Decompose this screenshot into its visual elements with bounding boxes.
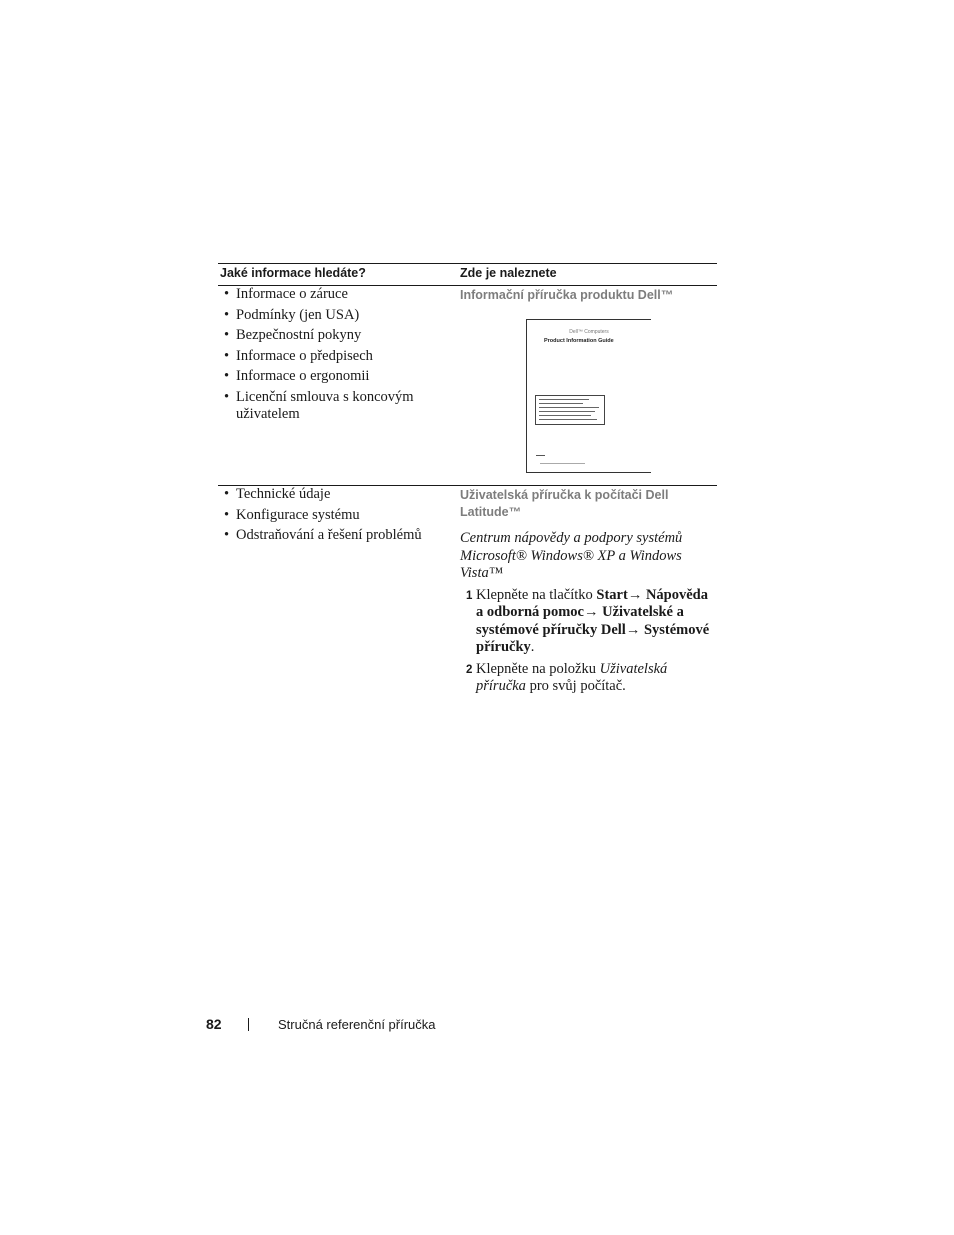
thumbnail-brand: Dell™ Computers xyxy=(569,329,609,335)
list-item: • Odstraňování a řešení problémů xyxy=(218,527,450,545)
header-left: Jaké informace hledáte? xyxy=(220,266,366,280)
list-item: • Licenční smlouva s koncovým uživatelem xyxy=(218,389,450,424)
document-thumbnail xyxy=(526,319,651,473)
help-center-note: Centrum nápovědy a podpory systémů Microsoft® Windows® XP a Windows Vista™ xyxy=(460,530,683,581)
thumbnail-warning-box xyxy=(535,395,605,425)
list-item: • Technické údaje xyxy=(218,486,450,504)
source-title: Informační příručka produktu Dell™ xyxy=(460,288,674,302)
thumbnail-title: Product Information Guide xyxy=(544,338,614,344)
header-right: Zde je naleznete xyxy=(460,266,557,280)
step-number: 2 xyxy=(466,663,473,676)
page-number: 82 xyxy=(206,1016,222,1032)
list-item: • Podmínky (jen USA) xyxy=(218,307,450,325)
list-item: • Informace o ergonomii xyxy=(218,368,450,386)
source-title: Uživatelská příručka k počítači Dell Latitude™ xyxy=(460,488,669,519)
row-1-topics xyxy=(218,286,450,427)
row-1-source xyxy=(460,287,717,477)
row-2-source xyxy=(460,487,717,700)
footer-title: Stručná referenční příručka xyxy=(278,1017,436,1032)
step-item: 1 Klepněte na tlačítko Start→ Nápověda a odborná pomoc→ Uživatelské a systémové příručky Dell→ Systémové příručky. xyxy=(466,586,710,655)
list-item: • Bezpečnostní pokyny xyxy=(218,327,450,345)
list-item: • Informace o předpisech xyxy=(218,348,450,366)
list-item: • Informace o záruce xyxy=(218,286,450,304)
table-top-rule xyxy=(218,263,717,264)
row-2-topics xyxy=(218,486,450,548)
step-item: 2 Klepněte na položku Uživatelská příručka pro svůj počítač. xyxy=(466,660,668,694)
step-number: 1 xyxy=(466,589,473,602)
footer-separator xyxy=(248,1018,249,1031)
list-item: • Konfigurace systému xyxy=(218,507,450,525)
